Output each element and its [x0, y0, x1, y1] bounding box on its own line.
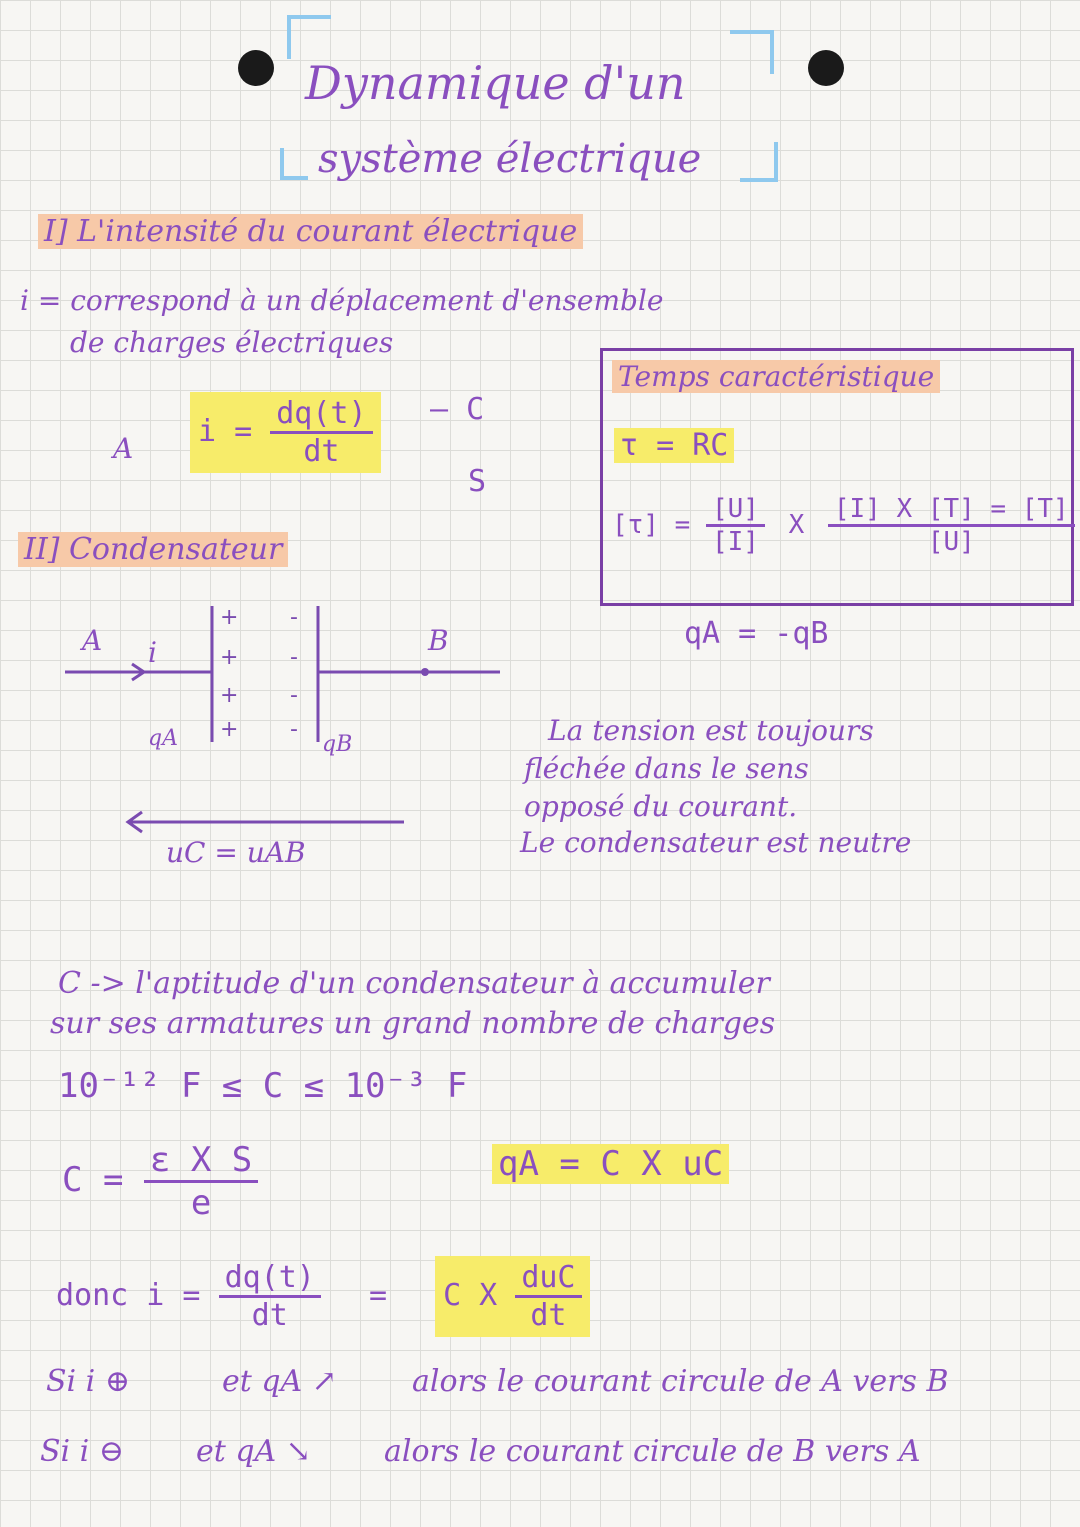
voltage-note-line1: La tension est toujours [548, 714, 874, 747]
donc-equals: = [368, 1278, 387, 1313]
donc-fraction-den: dt [251, 1298, 288, 1333]
rule1-text: alors le courant circule de A vers B [412, 1364, 949, 1399]
capacity-range: 10⁻¹² F ≤ C ≤ 10⁻³ F [58, 1066, 468, 1106]
capacity-formula-denominator: e [190, 1183, 212, 1223]
capacity-formula-fraction [144, 1140, 258, 1223]
voltage-note-line4: Le condensateur est neutre [520, 826, 912, 859]
current-formula-numerator: dq(t) [270, 396, 372, 434]
diagram-label-qb: qB [322, 732, 353, 757]
donc-rhs-fraction [515, 1260, 581, 1333]
node-b-dot [421, 668, 429, 676]
current-definition-line2: de charges électriques [70, 326, 394, 359]
capacity-formula-numerator: ε X S [144, 1140, 258, 1183]
current-definition-line1: i = correspond à un déplacement d'ensemble [20, 284, 664, 317]
plus-sign-2: + [220, 645, 239, 670]
tau-formula: τ = RC [614, 428, 734, 463]
current-formula-denominator: dt [303, 434, 340, 469]
minus-sign-1: - [290, 605, 298, 630]
tau-dim-fraction-1-num: [U] [706, 494, 765, 527]
current-formula-lhs: i = [198, 414, 253, 449]
donc-rhs-num: duC [515, 1260, 581, 1298]
tau-dim-lhs: [τ] = [612, 510, 691, 540]
section1-heading: I] L'intensité du courant électrique [38, 214, 583, 249]
section2-heading: II] Condensateur [18, 532, 288, 567]
diagram-label-a: A [82, 624, 103, 657]
page-title-line2: système électrique [318, 136, 702, 182]
donc-fraction [219, 1260, 321, 1333]
voltage-note-line2: fléchée dans le sens [524, 752, 809, 785]
donc-label: donc i = [56, 1278, 201, 1313]
unit-second-label: S [468, 464, 487, 499]
tau-dim-fraction-1-den: [I] [711, 527, 759, 557]
donc-fraction-num: dq(t) [219, 1260, 321, 1298]
unit-coulomb-label: — C [430, 392, 485, 427]
rule2-text: alors le courant circule de B vers A [384, 1434, 921, 1469]
rule1-condition: et qA ↗ [222, 1364, 337, 1399]
charge-relation: qA = -qB [684, 616, 829, 651]
tau-dim-times: X [788, 510, 805, 540]
tau-dim-fraction-2-den: [U] [927, 527, 975, 557]
diagram-label-b: B [428, 624, 449, 657]
capacity-formula [62, 1140, 258, 1223]
rule1-si: Si i ⊕ [46, 1364, 130, 1399]
donc-rhs-den: dt [530, 1298, 567, 1333]
donc-rhs-highlight [435, 1256, 589, 1337]
capacity-formula-lhs: C = [62, 1160, 124, 1200]
donc-rhs-pre: C X [443, 1278, 498, 1313]
time-box-title: Temps caractéristique [612, 360, 940, 393]
rule2-condition: et qA ↘ [196, 1434, 311, 1469]
page-title-line1: Dynamique d'un [305, 56, 686, 110]
capacity-definition-line2: sur ses armatures un grand nombre de charges [50, 1006, 776, 1041]
diagram-label-i: i [148, 636, 157, 669]
uc-equals-uab-label: uC = uAB [166, 836, 306, 869]
minus-sign-2: - [290, 645, 298, 670]
charge-capacity-formula: qA = C X uC [492, 1144, 729, 1184]
voltage-note-line3: opposé du courant. [524, 790, 798, 823]
plus-sign-1: + [220, 605, 239, 630]
plus-sign-4: + [220, 717, 239, 742]
minus-sign-3: - [290, 683, 298, 708]
capacity-definition-line1: C -> l'aptitude d'un condensateur à accumuler [58, 966, 770, 1001]
point-a-label-1: A [113, 432, 134, 465]
minus-sign-4: - [290, 717, 298, 742]
donc-current-relation [56, 1256, 590, 1337]
rule2-si: Si i ⊖ [40, 1434, 124, 1469]
tau-dim-fraction-2-num: [I] X [T] = [T] [828, 494, 1075, 527]
diagram-label-qa: qA [148, 726, 178, 751]
plus-sign-3: + [220, 683, 239, 708]
